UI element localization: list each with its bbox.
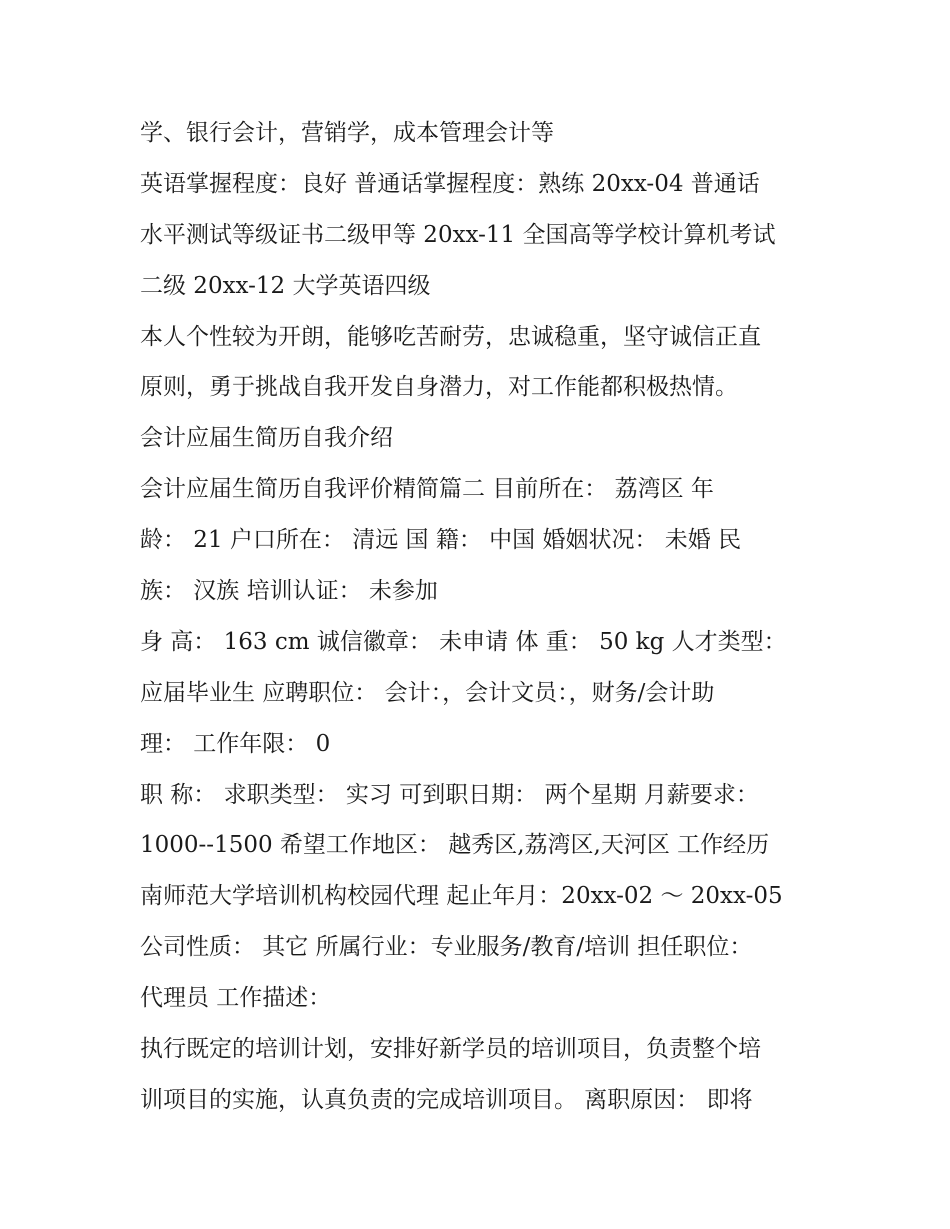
- text-line: 二级 20xx-12 大学英语四级: [140, 272, 431, 299]
- text-line: 身 高： 163 cm 诚信徽章： 未申请 体 重： 50 kg 人才类型：: [140, 628, 787, 655]
- text-line: 公司性质： 其它 所属行业：专业服务/教育/培训 担任职位：: [140, 934, 753, 961]
- section-heading: 会计应届生简历自我介绍: [140, 425, 393, 452]
- text-line: 职 称： 求职类型： 实习 可到职日期： 两个星期 月薪要求：: [140, 781, 759, 808]
- text-line: 理： 工作年限： 0: [140, 730, 331, 757]
- text-line: 训项目的实施，认真负责的完成培训项目。 离职原因： 即将: [140, 1086, 753, 1113]
- text-line: 会计应届生简历自我评价精简篇二 目前所在： 荔湾区 年: [140, 476, 714, 503]
- text-line: 1000--1500 希望工作地区： 越秀区,荔湾区,天河区 工作经历: [140, 832, 770, 859]
- text-line: 原则，勇于挑战自我开发自身潜力，对工作能都积极热情。: [140, 374, 738, 401]
- text-line: 学、银行会计，营销学，成本管理会计等: [140, 120, 554, 146]
- text-line: 执行既定的培训计划，安排好新学员的培训项目，负责整个培: [140, 1036, 761, 1063]
- text-line: 水平测试等级证书二级甲等 20xx-11 全国高等学校计算机考试: [140, 221, 776, 248]
- text-line: 龄： 21 户口所在： 清远 国 籍： 中国 婚姻状况： 未婚 民: [140, 527, 742, 554]
- text-line: 本人个性较为开朗，能够吃苦耐劳，忠诚稳重，坚守诚信正直: [140, 323, 761, 350]
- text-line: 南师范大学培训机构校园代理 起止年月：20xx-02 ～ 20xx-05: [140, 883, 783, 910]
- text-line: 应届毕业生 应聘职位： 会计：，会计文员：，财务/会计助: [140, 679, 715, 706]
- text-line: 代理员 工作描述：: [140, 985, 332, 1012]
- text-line: 族： 汉族 培训认证： 未参加: [140, 578, 438, 605]
- text-line: 英语掌握程度：良好 普通话掌握程度：熟练 20xx-04 普通话: [140, 170, 760, 197]
- document-body: [140, 108, 840, 1126]
